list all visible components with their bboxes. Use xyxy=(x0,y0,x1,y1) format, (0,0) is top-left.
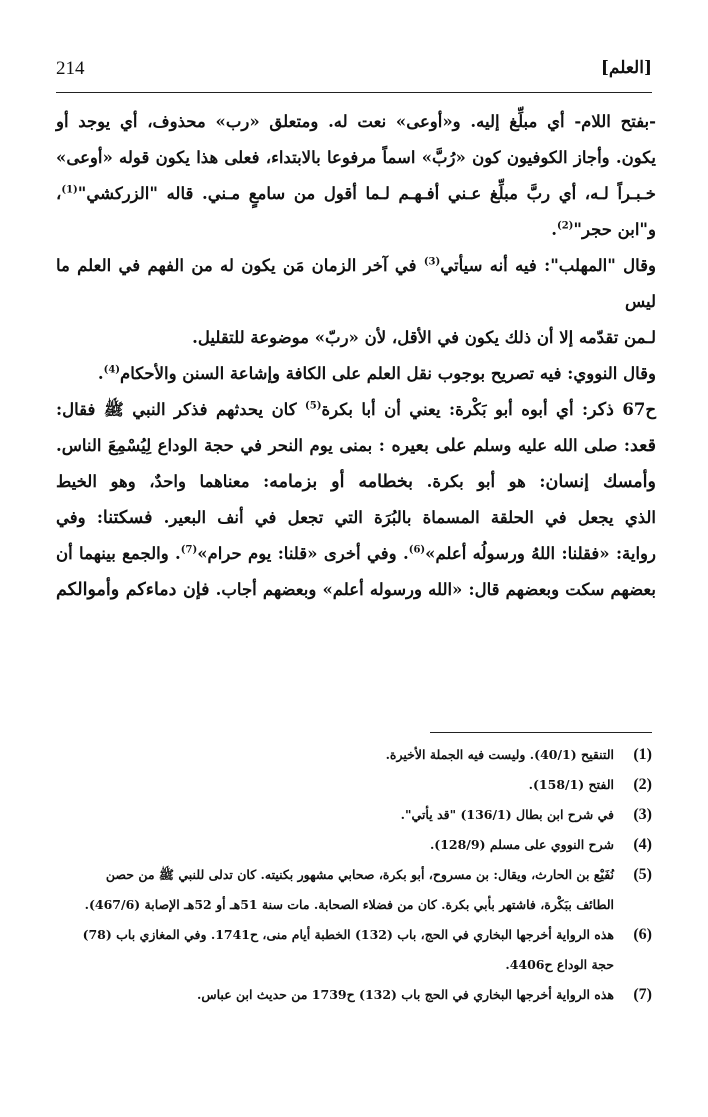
footnote-separator xyxy=(430,732,652,733)
footnote-2 xyxy=(56,770,652,800)
text-line: وقال النووي: فيه تصريح بوجوب نقل العلم على الكافة وإشاعة السنن والأحكام$^{(4)}$. xyxy=(97,364,656,383)
footnote-text: الفتح (158/1). xyxy=(528,777,614,792)
footnote-5 xyxy=(56,860,652,920)
footnote-3 xyxy=(56,800,652,830)
footnote-ref-3: (3) xyxy=(423,256,441,268)
page-header xyxy=(56,56,652,93)
text-line: الذي يجعل في الحلقة المسماة بالبُرَة التي تجعل في أنف البعير. فسكتنا: وفي xyxy=(56,508,657,528)
footnote-number: (4) xyxy=(633,836,652,853)
term-fasakatna: فسكتنا xyxy=(102,508,153,528)
text-line: وأمسك إنسان: هو أبو بكرة. بخطامه أو بزمامه: معناهما واحدٌ، وهو الخيط xyxy=(56,472,656,492)
footnote-number: (7) xyxy=(633,986,652,1003)
paragraph-4 xyxy=(56,392,656,608)
text-line: رواية: «فقلنا: اللهُ ورسولُه أعلم»$^{(6)}$. وفي أخرى «قلنا: يوم حرام»$^{(7)}$. والجمع بينهما أن xyxy=(56,544,656,563)
text-line: بعضهم سكت وبعضهم قال: «الله ورسوله أعلم» وبعضهم أجاب. فإن دماءكم وأموالكم xyxy=(56,580,656,600)
footnote-number: (6) xyxy=(633,926,652,943)
term-amsaka-insan: وأمسك إنسان xyxy=(545,472,656,492)
footnote-text: هذه الرواية أخرجها البخاري في الحج باب (132) ح1739 من حديث ابن عباس. xyxy=(197,987,614,1002)
footnote-text: هذه الرواية أخرجها البخاري في الحج، باب (132) الخطبة أيام منى، ح1741. وفي المغازي باب (78) xyxy=(82,927,614,942)
main-text xyxy=(56,104,656,608)
term-fainna-dimaakum: فإن دماءكم وأموالكم xyxy=(56,580,210,600)
footnote-ref-2: (2) xyxy=(556,220,574,232)
text-line: ح67 ذكر: أي أبوه أبو بَكْرة: يعني أن أبا بكرة$^{(5)}$ كان يحدثهم فذكر النبي ﷺ فقال: xyxy=(56,400,657,420)
footnote-4 xyxy=(56,830,652,860)
footnote-1 xyxy=(56,740,652,770)
footnote-6 xyxy=(56,920,652,980)
text-line: -بفتح اللام- أي مبلِّغ إليه. و«أوعى» نعت له. ومتعلق «رب» محذوف، أي يوجد أو xyxy=(56,112,656,131)
hadith-number: ح67 xyxy=(622,400,657,419)
footnote-text: التنقيح (40/1). وليست فيه الجملة الأخيرة. xyxy=(385,747,614,762)
text-line: و"ابن حجر"$^{(2)}$. xyxy=(551,220,656,239)
footnote-ref-4: (4) xyxy=(103,364,121,376)
footnote-text: نُفَيْع بن الحارث، ويقال: بن مسروح، أبو بكرة، صحابي مشهور بكنيته. كان تدلى للنبي ﷺ من حصن xyxy=(105,867,614,882)
footnote-ref-5: (5) xyxy=(305,400,322,412)
footnote-number: (2) xyxy=(633,776,652,793)
paragraph-1 xyxy=(56,104,656,248)
paragraph-2 xyxy=(56,248,656,356)
text-line: قعد: صلى الله عليه وسلم على بعيره : بمنى يوم النحر في حجة الوداع لِيُسْمِعَ الناس. xyxy=(56,436,656,456)
paragraph-3 xyxy=(56,356,656,392)
footnote-number: (3) xyxy=(633,806,652,823)
text-line: خـبـراً لـه، أي ربَّ مبلِّغ عـني أفـهـم لـما أقول من سامعٍ مـني. قاله "الزركشي"$^{(1)}$، xyxy=(56,184,656,203)
footnote-ref-6: (6) xyxy=(408,544,426,556)
footnote-number: (5) xyxy=(633,866,652,883)
footnote-number: (1) xyxy=(633,746,652,763)
footnote-text: شرح النووي على مسلم (128/9). xyxy=(429,837,614,852)
text-line: يكون. وأجاز الكوفيون كون «رُبَّ» اسماً مرفوعا بالابتداء، فعلى هذا يكون قوله «أوعى» xyxy=(56,148,656,167)
footnote-text: في شرح ابن بطال (136/1) "قد يأتي". xyxy=(400,807,614,822)
footnote-7 xyxy=(56,980,652,1010)
term-ala-baeerihi: على بعيره xyxy=(391,436,467,456)
footnote-ref-7: (7) xyxy=(180,544,198,556)
term-bikhitamihi: بخطامه أو بزمامه xyxy=(269,472,414,492)
term-qaada: قعد xyxy=(630,436,656,456)
text-line: لـمن تقدّمه إلا أن ذلك يكون في الأقل، لأن «ربّ» موضوعة للتقليل. xyxy=(192,328,656,347)
text-line: وقال "المهلب": فيه أنه سيأتي$^{(3)}$ في آخر الزمان مَن يكون له من الفهم في العلم ما ليس xyxy=(56,256,657,311)
footnote-text: حجة الوداع ح4406. xyxy=(505,957,614,972)
footnotes xyxy=(56,740,652,1010)
page-number: 214 xyxy=(56,58,85,79)
footnote-text: الطائف ببَكْرة، فاشتهر بأبي بكرة. كان من فضلاء الصحابة. مات سنة 51هـ أو 52هـ الإصابة (467/6). xyxy=(84,897,614,912)
term-dhakar: ذكر xyxy=(588,400,614,420)
running-title: [العلم] xyxy=(600,58,652,78)
footnote-ref-1: (1) xyxy=(61,184,78,196)
